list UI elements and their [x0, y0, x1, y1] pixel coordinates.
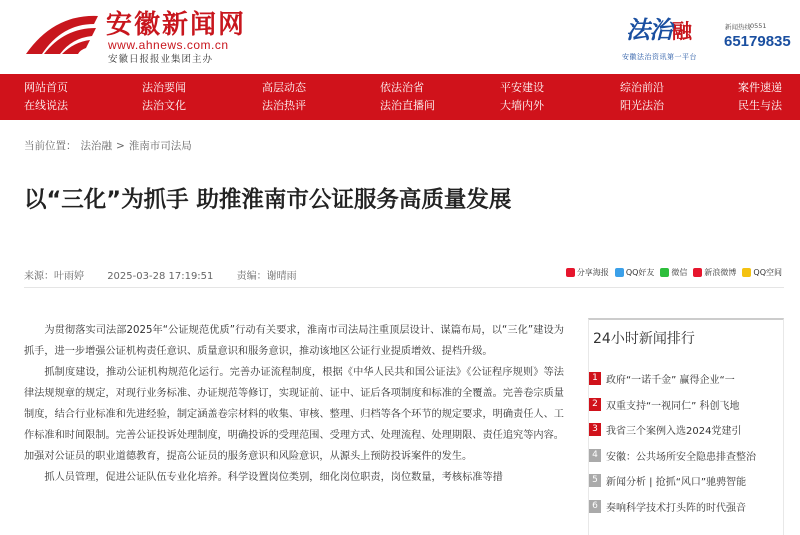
main-nav — [0, 74, 800, 120]
site-sponsor: 安徽日报报业集团主办 — [108, 54, 214, 65]
rank-number: 2 — [589, 398, 601, 411]
article-title: 以“三化”为抓手 助推淮南市公证服务高质量发展 — [24, 187, 512, 213]
article-paragraph: 为贯彻落实司法部2025年“公证规范优质”行动有关要求，淮南市司法局注重顶层设计、谋篇布局，以“三化”建设为抓手，进一步增强公证机构责任意识、质量意识和服务意识，推动该地区公证行业提质增效、提档升级。 — [24, 325, 564, 357]
article-editor: 责编：谢晴雨 — [236, 271, 297, 282]
breadcrumb-separator: > — [116, 140, 125, 152]
breadcrumb — [24, 138, 196, 153]
sina-icon — [693, 268, 702, 277]
hotline-area-code: 0551 — [750, 22, 767, 30]
article-paragraph: 抓制度建设，推动公证机构规范化运行。完善办证流程制度，根据《中华人民共和国公证法》《公证程序规则》等法律法规规章的规定，对现行业务标准、办证规范等修订，实现证前、证中、证后各项制度和标准的全覆盖。完善卷宗质量制度，结合行业标准和先进经验，制定涵盖卷宗材料的收集、审核、整理、归档等各个环节的规定要求，明确责任人、工作标准和时间限制。完善公证投诉处理制度，明确投诉的受理范围、受理方式、处理流程、处理期限、责任追究等内容。加强对公证员的职业道德教育，提高公证员的服务意识和风险意识，从源头上预防投诉案件的发生。 — [24, 367, 564, 462]
ranking-link[interactable]: 安徽：公共场所安全隐患排查整治 — [606, 451, 756, 463]
ranking-list — [589, 366, 785, 519]
nav-link-cases[interactable]: 案件速递 — [738, 81, 782, 94]
fazhirong-logo-main: 法治 — [626, 15, 672, 44]
share-label: 微信 — [671, 268, 688, 277]
ranking-link[interactable]: 奏响科学技术打头阵的时代强音 — [606, 502, 746, 514]
ranking-link[interactable]: 新闻分析 | 抢抓“风口”驰骋智能 — [606, 477, 747, 489]
share-poster-button[interactable] — [566, 267, 609, 278]
breadcrumb-label: 当前位置： — [24, 140, 77, 152]
weibo-icon — [566, 268, 575, 277]
nav-column — [24, 74, 68, 120]
share-label: QQ好友 — [625, 268, 655, 277]
nav-link-legal-commentary[interactable]: 法治热评 — [262, 99, 306, 112]
breadcrumb-item[interactable]: 法治融 — [80, 140, 112, 152]
article-date: 2025-03-28 17:19:51 — [107, 271, 214, 282]
ranking-item[interactable] — [589, 392, 785, 418]
ahnews-logo-icon[interactable] — [24, 10, 100, 56]
nav-link-safety[interactable]: 平安建设 — [500, 81, 544, 94]
site-header — [0, 0, 800, 74]
divider — [24, 287, 784, 288]
share-bar — [566, 267, 782, 278]
rank-number: 1 — [589, 372, 601, 385]
site-logo-text[interactable]: 安徽新闻网 — [106, 10, 247, 40]
share-label: QQ空间 — [753, 268, 782, 277]
ranking-link[interactable]: 政府“一诺千金” 赢得企业“一 — [606, 375, 735, 387]
share-qq-button[interactable] — [615, 267, 655, 278]
fazhirong-slogan: 安徽法治资讯第一平台 — [622, 53, 697, 61]
hotline-number: 65179835 — [724, 33, 791, 50]
fazhirong-logo-accent: 融 — [672, 19, 691, 43]
breadcrumb-item[interactable]: 淮南市司法局 — [128, 140, 192, 152]
fazhirong-logo[interactable] — [626, 10, 691, 45]
nav-column — [262, 74, 306, 120]
share-qzone-button[interactable] — [742, 267, 782, 278]
nav-column — [142, 74, 186, 120]
nav-link-livelihood[interactable]: 民生与法 — [738, 99, 782, 112]
nav-link-leadership[interactable]: 高层动态 — [262, 81, 306, 94]
ranking-link[interactable]: 双重支持“一视同仁” 科创飞地 — [606, 400, 740, 412]
news-ranking-panel — [588, 318, 784, 535]
article-body — [24, 320, 564, 488]
qzone-icon — [742, 268, 751, 277]
ranking-item[interactable] — [589, 443, 785, 469]
article-meta — [24, 267, 317, 282]
ranking-item[interactable] — [589, 417, 785, 443]
qq-icon — [615, 268, 624, 277]
nav-column — [738, 74, 782, 120]
nav-link-prison[interactable]: 大墙内外 — [500, 99, 544, 112]
nav-link-sunshine[interactable]: 阳光法治 — [620, 99, 664, 112]
nav-link-home[interactable]: 网站首页 — [24, 81, 68, 94]
ranking-link[interactable]: 我省三个案例入选2024党建引 — [606, 426, 742, 438]
site-url: www.ahnews.com.cn — [108, 38, 229, 52]
nav-link-rule-of-law[interactable]: 依法治省 — [380, 81, 424, 94]
nav-column — [380, 74, 435, 120]
wechat-icon — [660, 268, 669, 277]
hotline-label: 新闻热线 — [725, 23, 751, 31]
ranking-item[interactable] — [589, 366, 785, 392]
rank-number: 4 — [589, 449, 601, 462]
nav-link-legal-culture[interactable]: 法治文化 — [142, 99, 186, 112]
nav-link-frontier[interactable]: 综治前沿 — [620, 81, 664, 94]
article-paragraph: 抓人员管理，促进公证队伍专业化培养。科学设置岗位类别，细化岗位职责，岗位数量，考核标准等措 — [44, 472, 503, 483]
share-label: 新浪微博 — [704, 268, 737, 277]
article-source: 来源：叶雨婷 — [24, 271, 84, 282]
rank-number: 3 — [589, 423, 601, 436]
nav-link-live-studio[interactable]: 法治直播间 — [380, 99, 435, 112]
ranking-title: 24小时新闻排行 — [593, 331, 695, 347]
share-sina-button[interactable] — [693, 267, 736, 278]
nav-column — [500, 74, 544, 120]
ranking-item[interactable] — [589, 468, 785, 494]
nav-link-online-law[interactable]: 在线说法 — [24, 99, 68, 112]
share-label: 分享海报 — [576, 268, 609, 277]
ranking-item[interactable] — [589, 494, 785, 520]
rank-number: 6 — [589, 500, 601, 513]
nav-column — [620, 74, 664, 120]
nav-link-legal-news[interactable]: 法治要闻 — [142, 81, 186, 94]
share-wechat-button[interactable] — [660, 267, 687, 278]
rank-number: 5 — [589, 474, 601, 487]
